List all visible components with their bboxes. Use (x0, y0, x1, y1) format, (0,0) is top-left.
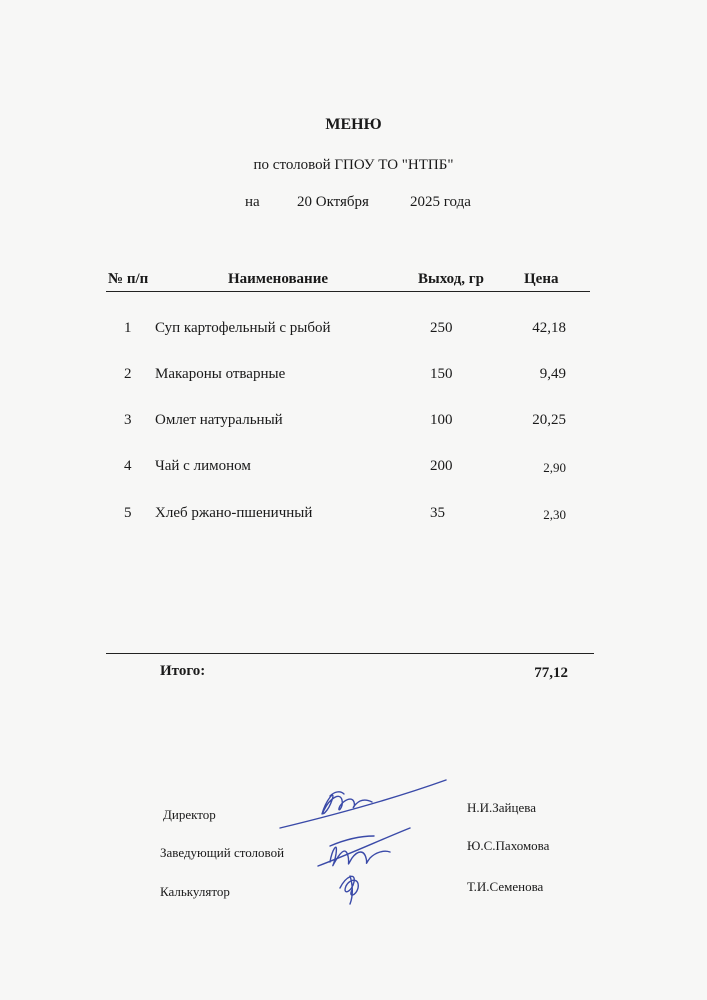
dish-price: 2,90 (543, 460, 566, 475)
table-row (0, 505, 707, 527)
date-day: 20 Октября (297, 194, 369, 210)
document-title: МЕНЮ (325, 116, 382, 133)
table-row (0, 458, 707, 480)
signature-name-canteen-manager: Ю.С.Пахомова (467, 838, 550, 853)
column-header-name: Наименование (228, 271, 328, 287)
date-prefix: на (245, 194, 260, 210)
dish-price: 9,49 (539, 366, 566, 382)
dish-output: 250 (430, 320, 453, 336)
row-number: 3 (124, 412, 132, 428)
dish-name: Суп картофельный с рыбой (155, 320, 331, 336)
dish-output: 150 (430, 366, 453, 382)
row-number: 1 (124, 320, 132, 336)
dish-price: 2,30 (543, 507, 566, 522)
dish-name: Омлет натуральный (155, 412, 283, 428)
dish-output: 35 (430, 505, 445, 521)
signature-name-director: Н.И.Зайцева (467, 800, 536, 815)
handwritten-signatures (270, 770, 460, 920)
signature-role-canteen-manager: Заведующий столовой (160, 845, 285, 860)
dish-price: 42,18 (532, 320, 566, 336)
column-header-number: № п/п (108, 271, 149, 287)
table-row (0, 412, 707, 434)
dish-name: Макароны отварные (155, 366, 286, 382)
signature-role-calculator: Калькулятор (160, 884, 230, 899)
calculator-signature-stroke (340, 876, 358, 895)
row-number: 4 (124, 458, 132, 474)
header-divider (106, 291, 590, 292)
column-header-price: Цена (524, 271, 559, 287)
dish-price: 20,25 (532, 412, 566, 428)
total-label: Итого: (160, 663, 206, 679)
row-number: 2 (124, 366, 132, 382)
dish-output: 100 (430, 412, 453, 428)
director-signature-underline (280, 780, 446, 828)
dish-output: 200 (430, 458, 453, 474)
table-row (0, 366, 707, 388)
row-number: 5 (124, 505, 132, 521)
signature-name-calculator: Т.И.Семенова (467, 879, 544, 894)
canteen-manager-signature-stroke (330, 847, 390, 865)
column-header-output: Выход, гр (418, 271, 484, 287)
date-year: 2025 года (410, 194, 471, 210)
total-divider (106, 653, 594, 654)
table-row (0, 320, 707, 342)
total-value: 77,12 (534, 665, 568, 681)
dish-name: Хлеб ржано-пшеничный (155, 505, 313, 521)
signature-role-director: Директор (163, 807, 216, 822)
document-subtitle: по столовой ГПОУ ТО "НТПБ" (253, 157, 454, 173)
dish-name: Чай с лимоном (155, 458, 251, 474)
